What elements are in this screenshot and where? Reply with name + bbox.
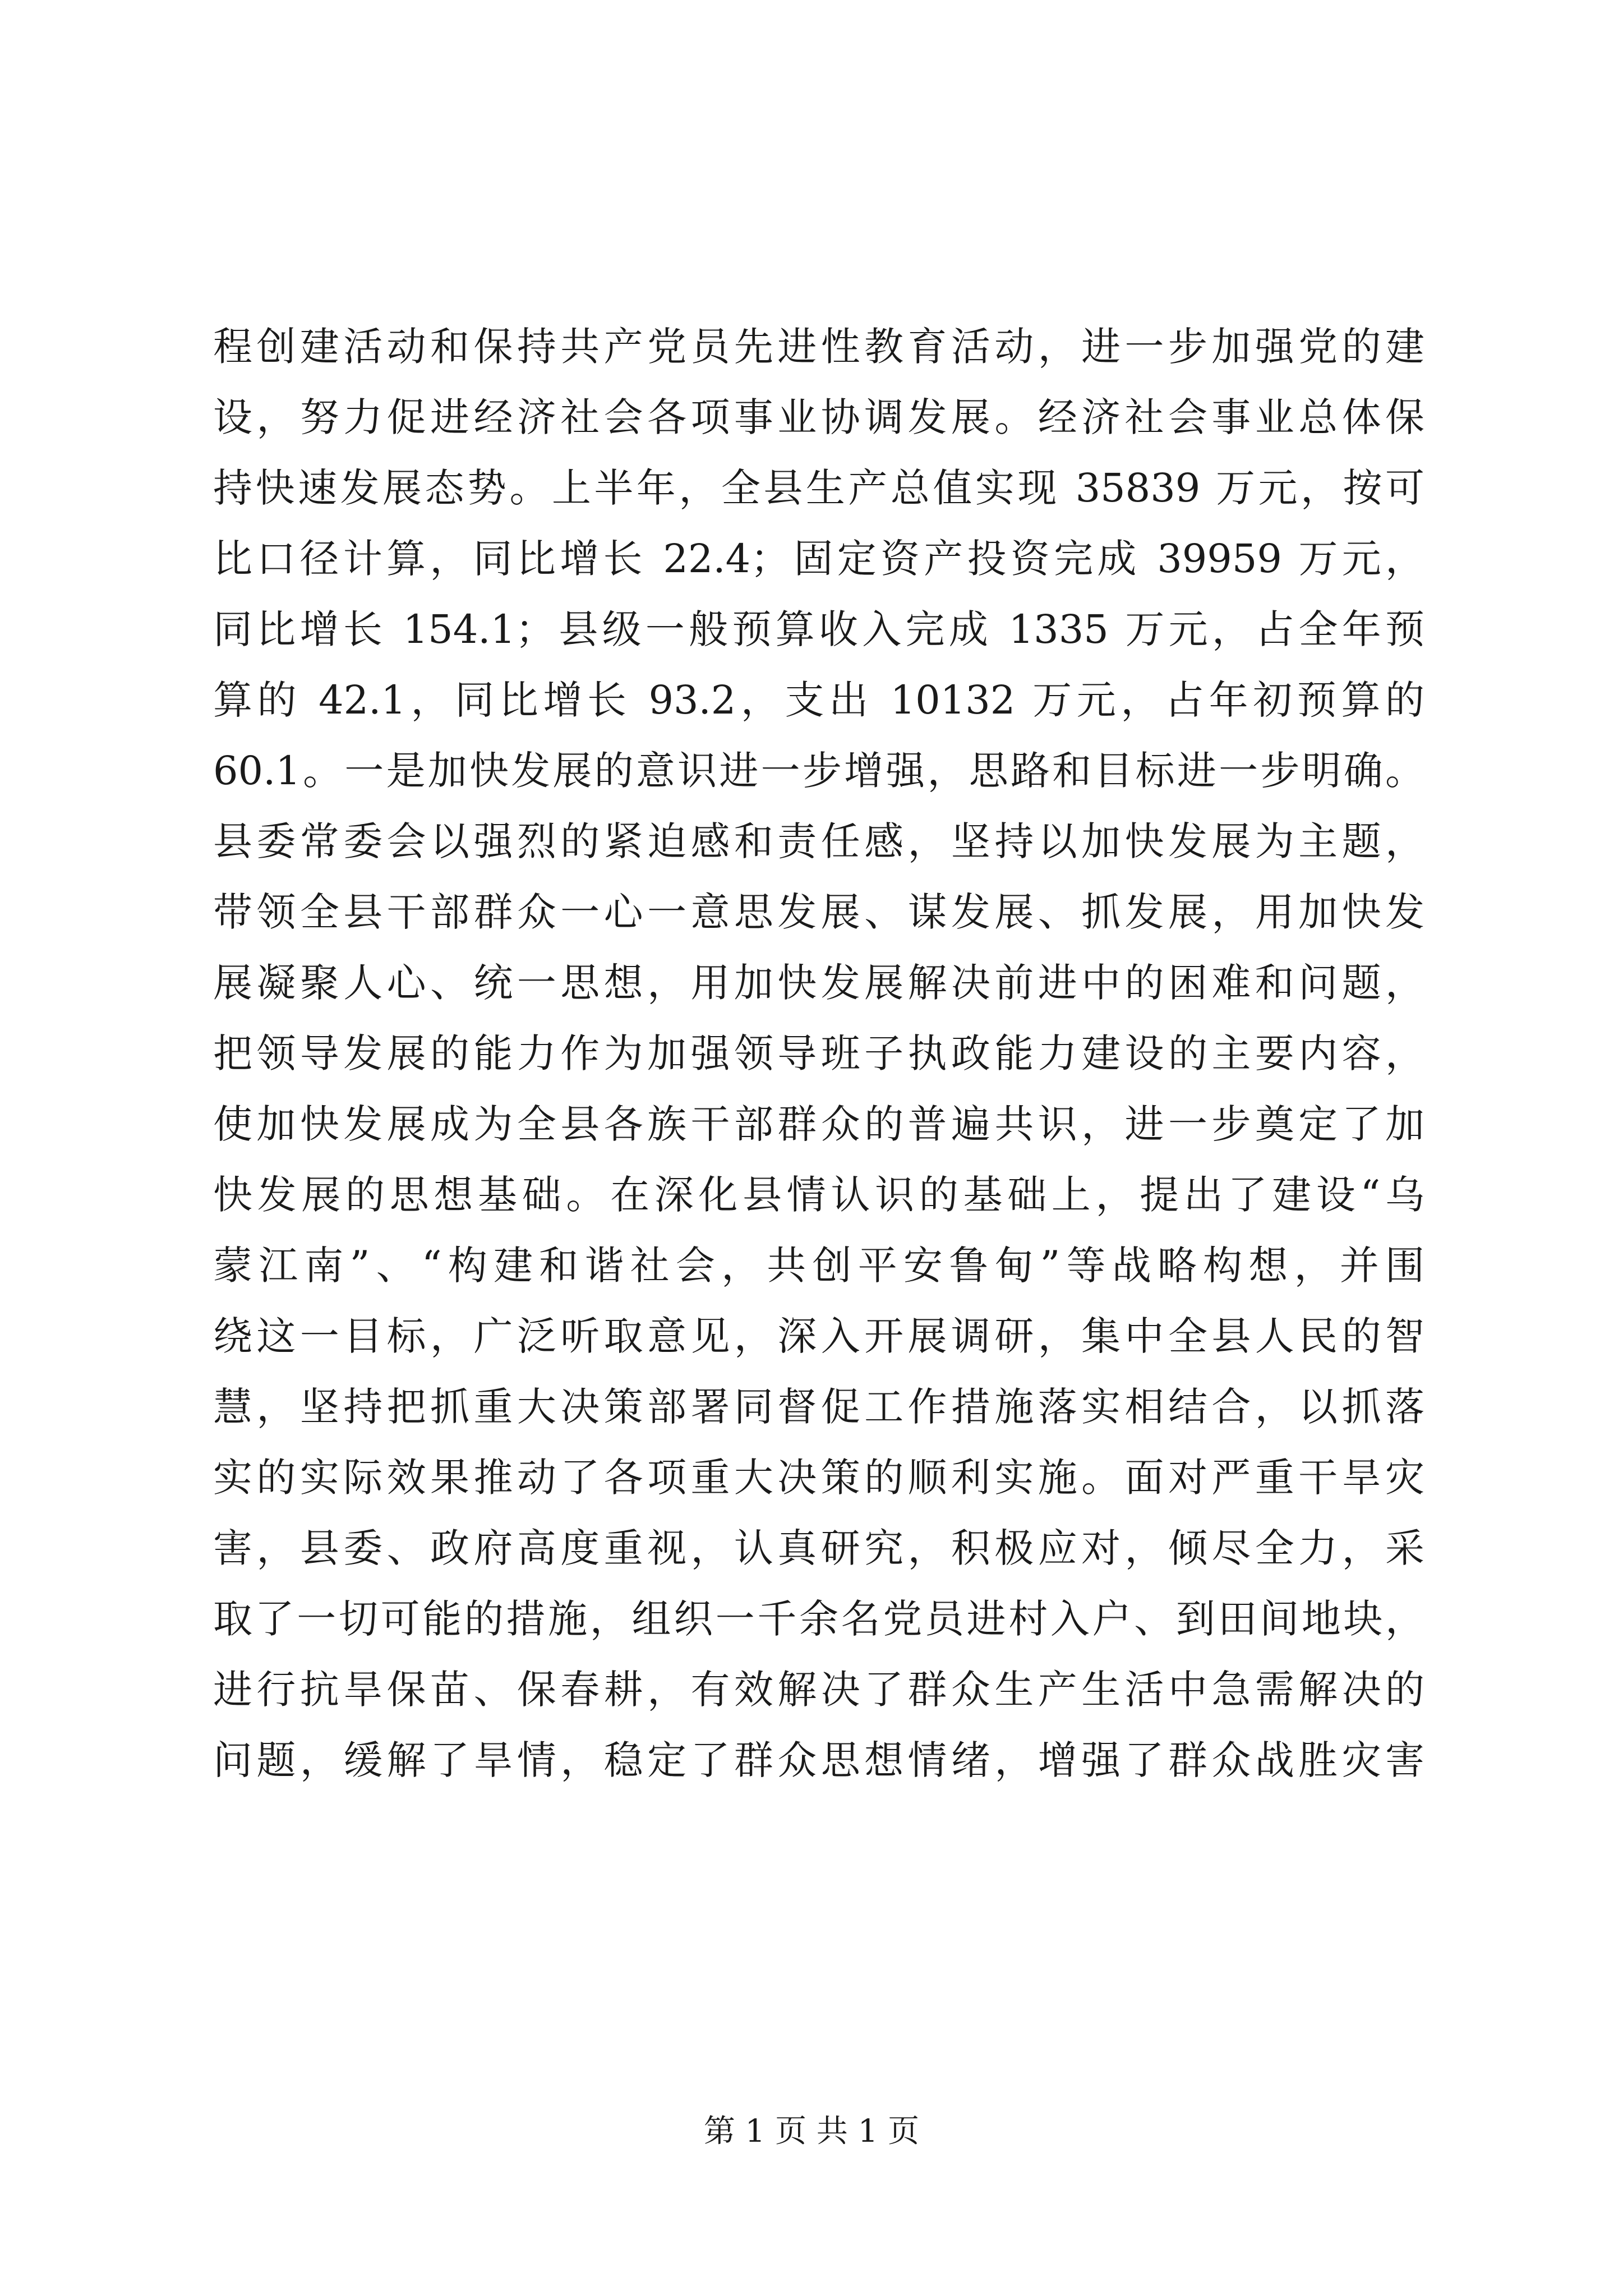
text-line: 蒙江南”、“构建和谐社会，共创平安鲁甸”等战略构想，并围 <box>213 1243 1424 1289</box>
body-text <box>213 311 1424 1796</box>
text-line: 绕这一目标，广泛听取意见，深入开展调研，集中全县人民的智 <box>213 1313 1424 1359</box>
text-line: 持快速发展态势。上半年，全县生产总值实现 35839 万元，按可 <box>213 465 1424 511</box>
text-line: 算的 42.1，同比增长 93.2，支出 10132 万元，占年初预算的 <box>213 677 1424 723</box>
text-line: 同比增长 154.1；县级一般预算收入完成 1335 万元，占全年预 <box>213 606 1424 652</box>
text-line: 快发展的思想基础。在深化县情认识的基础上，提出了建设“乌 <box>213 1172 1424 1218</box>
text-line: 展凝聚人心、统一思想，用加快发展解决前进中的困难和问题， <box>213 960 1424 1006</box>
text-line: 把领导发展的能力作为加强领导班子执政能力建设的主要内容， <box>213 1030 1424 1076</box>
page-footer: 第 1 页 共 1 页 <box>703 2113 920 2150</box>
text-line: 比口径计算，同比增长 22.4；固定资产投资完成 39959 万元， <box>213 536 1424 582</box>
text-line: 程创建活动和保持共产党员先进性教育活动，进一步加强党的建 <box>213 324 1424 370</box>
text-line: 害，县委、政府高度重视，认真研究，积极应对，倾尽全力，采 <box>213 1525 1424 1571</box>
text-line: 60.1。一是加快发展的意识进一步增强，思路和目标进一步明确。 <box>213 748 1424 794</box>
text-line: 问题，缓解了旱情，稳定了群众思想情绪，增强了群众战胜灾害 <box>213 1737 1424 1783</box>
text-line: 县委常委会以强烈的紧迫感和责任感，坚持以加快发展为主题， <box>213 818 1424 864</box>
text-line: 使加快发展成为全县各族干部群众的普遍共识，进一步奠定了加 <box>213 1101 1424 1147</box>
text-line: 进行抗旱保苗、保春耕，有效解决了群众生产生活中急需解决的 <box>213 1667 1424 1713</box>
text-line: 慧，坚持把抓重大决策部署同督促工作措施落实相结合，以抓落 <box>213 1384 1424 1430</box>
text-line: 取了一切可能的措施，组织一千余名党员进村入户、到田间地块， <box>213 1596 1424 1642</box>
text-line: 带领全县干部群众一心一意思发展、谋发展、抓发展，用加快发 <box>213 889 1424 935</box>
text-line: 设，努力促进经济社会各项事业协调发展。经济社会事业总体保 <box>213 394 1424 440</box>
text-line: 实的实际效果推动了各项重大决策的顺利实施。面对严重干旱灾 <box>213 1455 1424 1501</box>
